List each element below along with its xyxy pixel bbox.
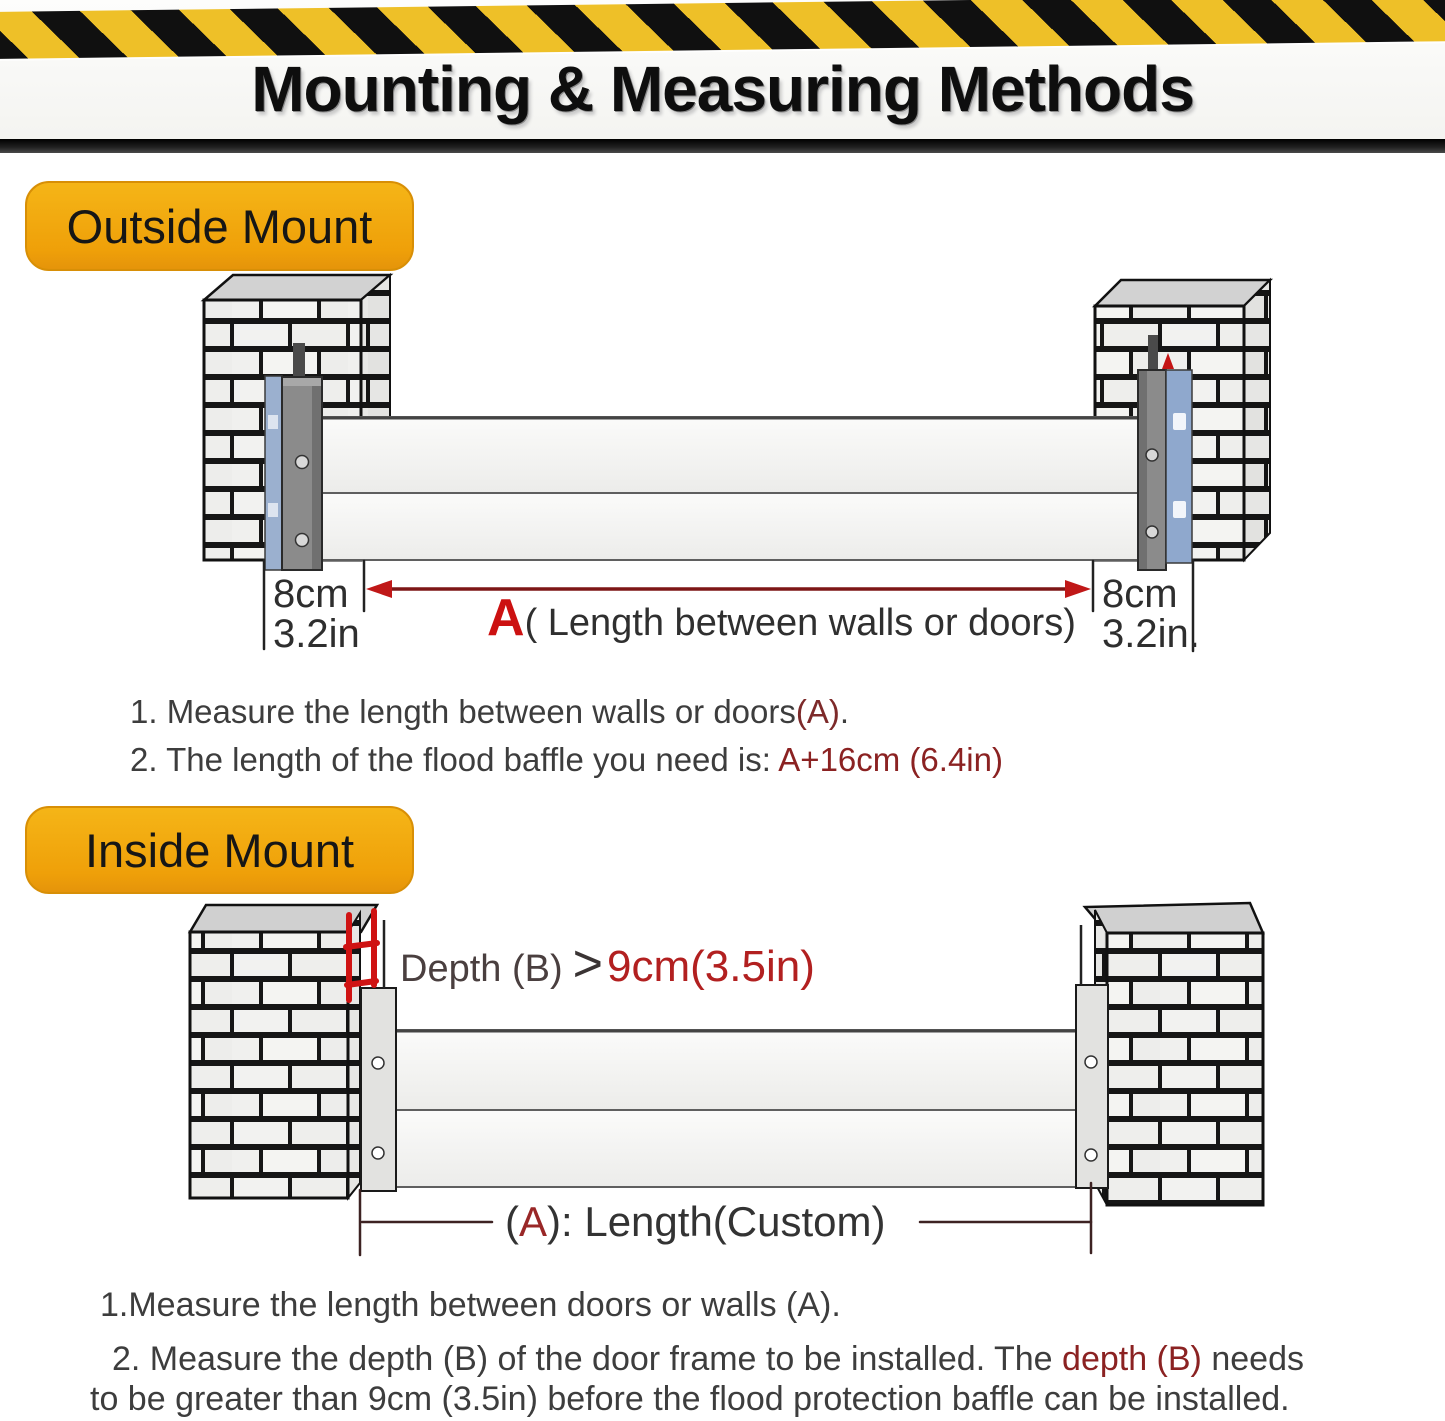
pillar-front-face: [1107, 933, 1263, 1205]
length-caption-rest: ( Length between walls or doors): [524, 602, 1076, 644]
outside-step-2-formula: A+16cm (6.4in): [778, 741, 1003, 778]
inside-mount-diagram: [0, 895, 1445, 1265]
outside-measurements: [264, 560, 1200, 656]
rail-slot: [1148, 335, 1158, 371]
pillar-side-face: [1244, 280, 1270, 560]
clamp-shade: [312, 378, 321, 569]
pillar-side-face: [361, 275, 390, 417]
inside-step-2-needs: needs: [1201, 1340, 1304, 1378]
right-in-label: 3.2in.: [1102, 612, 1200, 656]
custom-length-open: (: [505, 1198, 519, 1245]
left-mounting-rail: [265, 376, 322, 570]
screw: [296, 456, 309, 469]
inside-step-2-text: 2. Measure the depth (B) of the door frame to be installed. The: [112, 1340, 1063, 1378]
outside-mount-diagram: [0, 265, 1445, 675]
rail-mark: [1173, 413, 1186, 430]
left-in-label: 3.2in: [273, 612, 360, 656]
inside-step-1: [100, 1288, 841, 1322]
barrier-panel-bottom: [322, 493, 1143, 560]
length-caption-a: A: [487, 589, 525, 647]
flood-barrier: [322, 417, 1143, 560]
outside-step-2-text: 2. The length of the flood baffle you need is:: [130, 741, 779, 778]
screw: [372, 1147, 384, 1159]
channel-bar: [361, 988, 396, 1191]
outside-mount-label: Outside Mount: [25, 181, 414, 271]
custom-length-label: [505, 1198, 885, 1245]
pillar-top-face: [1085, 903, 1263, 933]
left-mounting-channel: [361, 920, 396, 1191]
inside-step-2-line-2: [90, 1382, 1290, 1416]
arrowhead-left: [366, 580, 392, 598]
inside-mount-label: Inside Mount: [25, 806, 414, 894]
outside-step-1: [130, 695, 849, 728]
custom-length-a: A: [519, 1198, 548, 1245]
outside-step-2: [130, 743, 1003, 776]
hazard-stripe-band: [0, 0, 1445, 59]
arrowhead-right: [1065, 580, 1091, 598]
depth-label-value: 9cm(3.5in): [607, 942, 815, 991]
pillar-front-face: [190, 932, 348, 1198]
right-brick-pillar: [1085, 903, 1263, 1205]
right-mounting-rail: [1138, 353, 1192, 570]
screw: [372, 1057, 384, 1069]
length-caption: [487, 589, 1076, 647]
barrier-panel-top: [390, 1030, 1082, 1110]
custom-length-rest: ): Length(Custom): [547, 1198, 886, 1245]
screw: [1085, 1056, 1097, 1068]
divider-bar: [0, 139, 1445, 153]
wall-rail-blue: [265, 376, 282, 570]
flood-barrier: [390, 1030, 1082, 1187]
pillar-top-face: [204, 275, 390, 300]
clamp-shade: [1139, 371, 1147, 569]
inside-step-1-text: 1.Measure the length between doors or walls (A).: [100, 1286, 841, 1324]
outside-step-1-text: 1. Measure the length between walls or doors: [130, 693, 796, 730]
rail-mark: [268, 415, 278, 429]
rail-mark: [268, 503, 278, 517]
clamp-bevel: [283, 378, 321, 386]
screw: [296, 534, 309, 547]
rail-slot: [293, 343, 305, 379]
pillar-top-face: [1095, 280, 1270, 306]
left-cm-label: 8cm: [273, 572, 349, 616]
depth-label-text: Depth (B): [400, 948, 563, 990]
depth-label: [400, 935, 815, 993]
inside-step-2-depth: depth (B): [1062, 1340, 1202, 1378]
inside-step-2-text-2: to be greater than 9cm (3.5in) before the flood protection baffle can be installed.: [90, 1380, 1290, 1418]
screw: [1146, 449, 1158, 461]
screw: [1146, 526, 1158, 538]
barrier-panel-bottom: [390, 1110, 1082, 1187]
bracket-rung: [347, 981, 376, 985]
barrier-panel-top: [322, 417, 1143, 493]
rail-mark: [1173, 501, 1186, 518]
inside-step-2-line-1: [112, 1342, 1304, 1376]
banner: [0, 0, 1445, 153]
outside-step-1-a: (A): [795, 693, 840, 730]
page-title: Mounting & Measuring Methods: [251, 53, 1194, 125]
outside-step-1-period: .: [839, 693, 850, 730]
bracket-rung: [346, 943, 377, 947]
wall-rail-blue: [1166, 370, 1192, 563]
greater-than-sign: >: [572, 935, 603, 993]
screw: [1085, 1149, 1097, 1161]
right-cm-label: 8cm: [1102, 572, 1178, 616]
